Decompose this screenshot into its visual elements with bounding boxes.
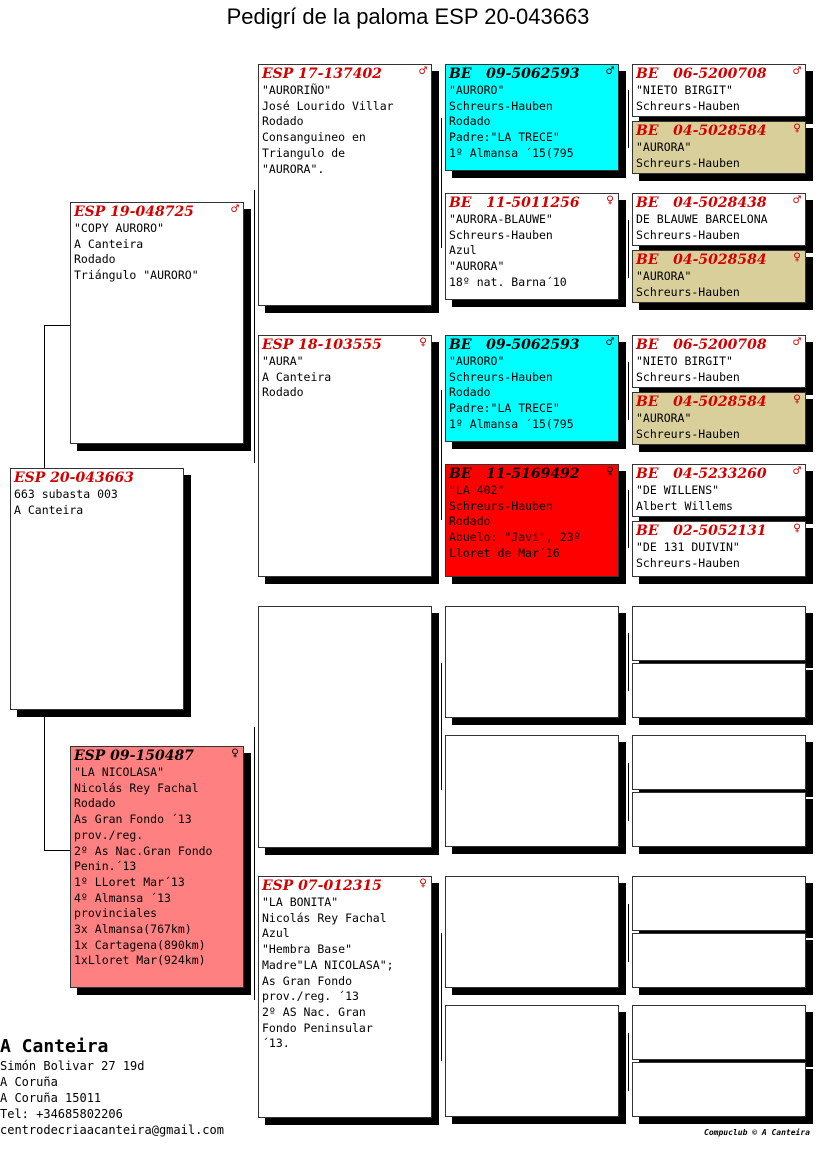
pigeon-info-line: Padre:"LA TRECE" xyxy=(449,130,560,145)
male-icon: ♂ xyxy=(793,64,801,79)
female-icon: ♀ xyxy=(793,250,801,265)
pigeon-info xyxy=(446,354,618,433)
pigeon-info-line: Azul xyxy=(449,243,477,258)
owner-info xyxy=(0,1036,224,1138)
pigeon-info-line: Schreurs-Hauben xyxy=(449,498,553,513)
pigeon-info xyxy=(633,483,805,514)
ring-number: BE 09-5062593 xyxy=(449,66,580,82)
connector-line xyxy=(441,118,442,248)
pigeon-info xyxy=(633,140,805,171)
ring-number: BE 04-5028584 xyxy=(636,252,767,268)
pigeon-info-line: 1º Almansa ´15(795 xyxy=(449,416,574,431)
pigeon-info xyxy=(633,354,805,385)
female-icon: ♀ xyxy=(419,335,427,350)
pigeon-info-line: Madre"LA NICOLASA"; xyxy=(262,957,394,972)
pigeon-info-line: "DE WILLENS" xyxy=(636,483,720,497)
pigeon-info-line: 663 subasta 003 xyxy=(14,487,118,501)
pigeon-card-g5[interactable] xyxy=(632,335,806,388)
pigeon-info-line: "AURORA" xyxy=(449,259,505,274)
pigeon-info-line: Rodado xyxy=(449,385,491,400)
pigeon-card-sds[interactable] xyxy=(445,335,619,442)
pigeon-info xyxy=(633,411,805,442)
pigeon-info-line: Abuelo: "Javi", 23º xyxy=(449,530,581,545)
ring-number: BE 09-5062593 xyxy=(449,337,580,353)
pigeon-info xyxy=(259,895,431,1052)
male-icon: ♂ xyxy=(793,193,801,208)
pigeon-info-line: "AURORA-BLAUWE" xyxy=(449,212,553,226)
pigeon-info-line: "COPY AURORO" xyxy=(74,221,165,235)
pigeon-info-line: "NIETO BIRGIT" xyxy=(636,83,733,97)
connector-line xyxy=(628,1033,629,1091)
pigeon-card-g5[interactable] xyxy=(632,64,806,117)
page-title: Pedigrí de la paloma ESP 20-043663 xyxy=(226,4,590,29)
male-icon: ♂ xyxy=(606,335,614,350)
pigeon-info xyxy=(71,221,243,284)
male-icon: ♂ xyxy=(793,464,801,479)
pigeon-card-g5[interactable] xyxy=(632,392,806,445)
pigeon-info-line: "LA NICOLASA" xyxy=(74,765,165,779)
pigeon-info-line: Schreurs-Hauben xyxy=(636,426,740,441)
pigeon-card-empty[interactable] xyxy=(632,792,806,847)
pigeon-card-sire-dam[interactable] xyxy=(258,335,432,577)
pigeon-info-line: "AURORA" xyxy=(636,411,692,425)
pigeon-info-line: "AURORA" xyxy=(636,140,692,154)
pigeon-card-g5[interactable] xyxy=(632,121,806,174)
connector-line xyxy=(628,633,629,691)
footer-credit: Compuclub © A Canteira xyxy=(704,1128,810,1137)
pigeon-info-line: Azul xyxy=(262,926,290,941)
pigeon-info-line: Rodado xyxy=(449,114,491,129)
pigeon-card-g5[interactable] xyxy=(632,193,806,246)
pigeon-info xyxy=(446,483,618,562)
pigeon-info-line: 2º As Nac.Gran Fondo xyxy=(74,843,213,858)
pigeon-info-line: Schreurs-Hauben xyxy=(636,369,740,384)
pigeon-info-line: provinciales xyxy=(74,906,158,921)
pigeon-info-line: DE BLAUWE BARCELONA xyxy=(636,212,768,226)
pigeon-info-line: 18º nat. Barna´10 xyxy=(449,274,567,289)
pigeon-card-sdd[interactable] xyxy=(445,464,619,577)
pigeon-info-line: "AURORIÑO" xyxy=(262,83,332,97)
connector-line xyxy=(628,904,629,962)
pigeon-info-line: "Hembra Base" xyxy=(262,942,353,957)
ring-number: BE 04-5233260 xyxy=(636,466,767,482)
pigeon-info-line: Schreurs-Hauben xyxy=(449,369,553,384)
pigeon-card-empty[interactable] xyxy=(632,735,806,790)
pigeon-info-line: 1xLloret Mar(924km) xyxy=(74,953,206,968)
ring-number: BE 04-5028584 xyxy=(636,123,767,139)
pigeon-info xyxy=(259,354,431,401)
pigeon-card-empty[interactable] xyxy=(445,876,619,988)
pigeon-card-empty[interactable] xyxy=(445,735,619,847)
owner-postal: A Coruña 15011 xyxy=(0,1091,102,1105)
pigeon-info-line: Triangulo de xyxy=(262,145,346,160)
connector-line xyxy=(44,850,70,851)
pigeon-info-line: As Gran Fondo xyxy=(262,973,353,988)
pigeon-info-line: "AURORA". xyxy=(262,161,325,176)
pigeon-info-line: A Canteira xyxy=(74,236,144,251)
pigeon-info-line: 4º Almansa ´13 xyxy=(74,890,171,905)
pigeon-info-line: "LA BONITA" xyxy=(262,895,339,909)
ring-number: ESP 09-150487 xyxy=(74,748,194,764)
pigeon-info-line: A Canteira xyxy=(14,502,84,517)
pigeon-info xyxy=(259,83,431,177)
female-icon: ♀ xyxy=(606,464,614,479)
pigeon-info-line: Fondo Peninsular xyxy=(262,1020,373,1035)
ring-number: BE 06-5200708 xyxy=(636,337,767,353)
ring-number: BE 11-5011256 xyxy=(449,195,580,211)
pigeon-card-empty[interactable] xyxy=(632,876,806,931)
pigeon-info-line: Schreurs-Hauben xyxy=(636,555,740,570)
pigeon-info-line: prov./reg. ´13 xyxy=(262,989,359,1004)
ring-number: ESP 19-048725 xyxy=(74,204,194,220)
ring-number: BE 11-5169492 xyxy=(449,466,580,482)
pigeon-card-g5[interactable] xyxy=(632,250,806,303)
pigeon-info-line: Schreurs-Hauben xyxy=(636,155,740,170)
pigeon-info-line: "DE 131 DUIVIN" xyxy=(636,540,740,554)
pigeon-info-line: Schreurs-Hauben xyxy=(636,284,740,299)
pigeon-info-line: Rodado xyxy=(449,514,491,529)
pigeon-card-sire[interactable] xyxy=(70,202,244,444)
pigeon-info-line: 1x Cartagena(890km) xyxy=(74,937,206,952)
pigeon-info-line: "AURORO" xyxy=(449,354,505,368)
pigeon-info-line: "NIETO BIRGIT" xyxy=(636,354,733,368)
male-icon: ♂ xyxy=(793,335,801,350)
connector-line xyxy=(628,220,629,278)
pigeon-card-dam[interactable] xyxy=(70,746,244,988)
pigeon-info-line: Albert Willems xyxy=(636,498,733,513)
pigeon-info xyxy=(633,269,805,300)
pigeon-info-line: Lloret de Mar´16 xyxy=(449,545,560,560)
pigeon-info xyxy=(446,83,618,162)
connector-line xyxy=(44,325,45,468)
owner-name: A Canteira xyxy=(0,1036,109,1057)
pigeon-card-empty[interactable] xyxy=(632,1005,806,1060)
pigeon-info-line: Schreurs-Hauben xyxy=(636,98,740,113)
ring-number: ESP 18-103555 xyxy=(262,337,382,353)
pigeon-info-line: Rodado xyxy=(262,385,304,400)
connector-line xyxy=(441,933,442,1061)
pigeon-card-g5[interactable] xyxy=(632,464,806,517)
pigeon-info xyxy=(11,487,183,518)
connector-line xyxy=(628,490,629,548)
pigeon-info-line: Rodado xyxy=(74,252,116,267)
pigeon-info-line: Padre:"LA TRECE" xyxy=(449,401,560,416)
pigeon-info-line: 2º AS Nac. Gran xyxy=(262,1004,366,1019)
connector-line xyxy=(441,663,442,790)
connector-line xyxy=(628,763,629,821)
pigeon-card-empty[interactable] xyxy=(632,933,806,988)
pigeon-card-sire-sire[interactable] xyxy=(258,64,432,306)
pigeon-info-line: ´13. xyxy=(262,1036,290,1051)
connector-line xyxy=(441,390,442,520)
pigeon-info xyxy=(633,540,805,571)
pigeon-info-line: 1º Almansa ´15(795 xyxy=(449,145,574,160)
pigeon-card-empty[interactable] xyxy=(632,663,806,718)
pigeon-info-line: Rodado xyxy=(74,796,116,811)
connector-line xyxy=(628,90,629,148)
pigeon-info-line: Triángulo "AURORO" xyxy=(74,268,199,283)
female-icon: ♀ xyxy=(231,746,239,761)
pigeon-info-line: Consanguineo en xyxy=(262,130,366,145)
pigeon-info-line: prov./reg. xyxy=(74,827,144,842)
male-icon: ♂ xyxy=(231,202,239,217)
pigeon-info-line: 1º LLoret Mar´13 xyxy=(74,874,185,889)
ring-number: BE 06-5200708 xyxy=(636,66,767,82)
pigeon-info-line: Nicolás Rey Fachal xyxy=(74,780,199,795)
ring-number: ESP 20-043663 xyxy=(14,470,134,486)
pigeon-info-line: "AURORA" xyxy=(636,269,692,283)
owner-phone: Tel: +34685802206 xyxy=(0,1107,123,1121)
owner-email[interactable]: centrodecriaacanteira@gmail.com xyxy=(0,1123,224,1137)
pigeon-info-line: José Lourido Villar xyxy=(262,98,394,113)
ring-number: BE 04-5028438 xyxy=(636,195,767,211)
pigeon-info-line: Schreurs-Hauben xyxy=(449,98,553,113)
owner-address: Simón Bolivar 27 19d xyxy=(0,1059,145,1073)
pigeon-info-line: Rodado xyxy=(262,114,304,129)
pigeon-info xyxy=(71,765,243,969)
owner-city: A Coruña xyxy=(0,1075,58,1089)
pigeon-info xyxy=(633,212,805,243)
female-icon: ♀ xyxy=(793,121,801,136)
female-icon: ♀ xyxy=(606,193,614,208)
pigeon-info-line: Schreurs-Hauben xyxy=(636,227,740,242)
pigeon-info xyxy=(633,83,805,114)
pigeon-info-line: Schreurs-Hauben xyxy=(449,227,553,242)
pigeon-info-line: As Gran Fondo ´13 xyxy=(74,812,192,827)
pigeon-card-dam-dam[interactable] xyxy=(258,876,432,1118)
connector-line xyxy=(44,710,45,850)
female-icon: ♀ xyxy=(419,876,427,891)
ring-number: ESP 07-012315 xyxy=(262,878,382,894)
pigeon-info-line: "AURA" xyxy=(262,354,304,368)
pigeon-info-line: Penin.´13 xyxy=(74,859,137,874)
pigeon-card-empty[interactable] xyxy=(445,606,619,718)
pigeon-card-sss[interactable] xyxy=(445,64,619,171)
pigeon-card-ssd[interactable] xyxy=(445,193,619,300)
connector-line xyxy=(254,190,255,463)
pigeon-card-empty[interactable] xyxy=(445,1005,619,1117)
pigeon-info-line: "AURORO" xyxy=(449,83,505,97)
pigeon-info-line: 3x Almansa(767km) xyxy=(74,922,192,937)
pigeon-info-line: A Canteira xyxy=(262,369,332,384)
pigeon-card-dam-sire[interactable] xyxy=(258,606,432,848)
connector-line xyxy=(628,362,629,420)
ring-number: ESP 17-137402 xyxy=(262,66,382,82)
male-icon: ♂ xyxy=(606,64,614,79)
pigeon-card-g5[interactable] xyxy=(632,521,806,577)
pigeon-card-empty[interactable] xyxy=(632,1062,806,1117)
connector-line xyxy=(254,727,255,1000)
pigeon-info-line: "LA 402" xyxy=(449,483,505,497)
female-icon: ♀ xyxy=(793,521,801,536)
female-icon: ♀ xyxy=(793,392,801,407)
ring-number: BE 02-5052131 xyxy=(636,523,767,539)
ring-number: BE 04-5028584 xyxy=(636,394,767,410)
pigeon-info-line: Nicolás Rey Fachal xyxy=(262,910,387,925)
pigeon-card-empty[interactable] xyxy=(632,606,806,661)
connector-line xyxy=(44,325,70,326)
male-icon: ♂ xyxy=(419,64,427,79)
pigeon-info xyxy=(446,212,618,291)
pigeon-card-subject[interactable] xyxy=(10,468,184,710)
